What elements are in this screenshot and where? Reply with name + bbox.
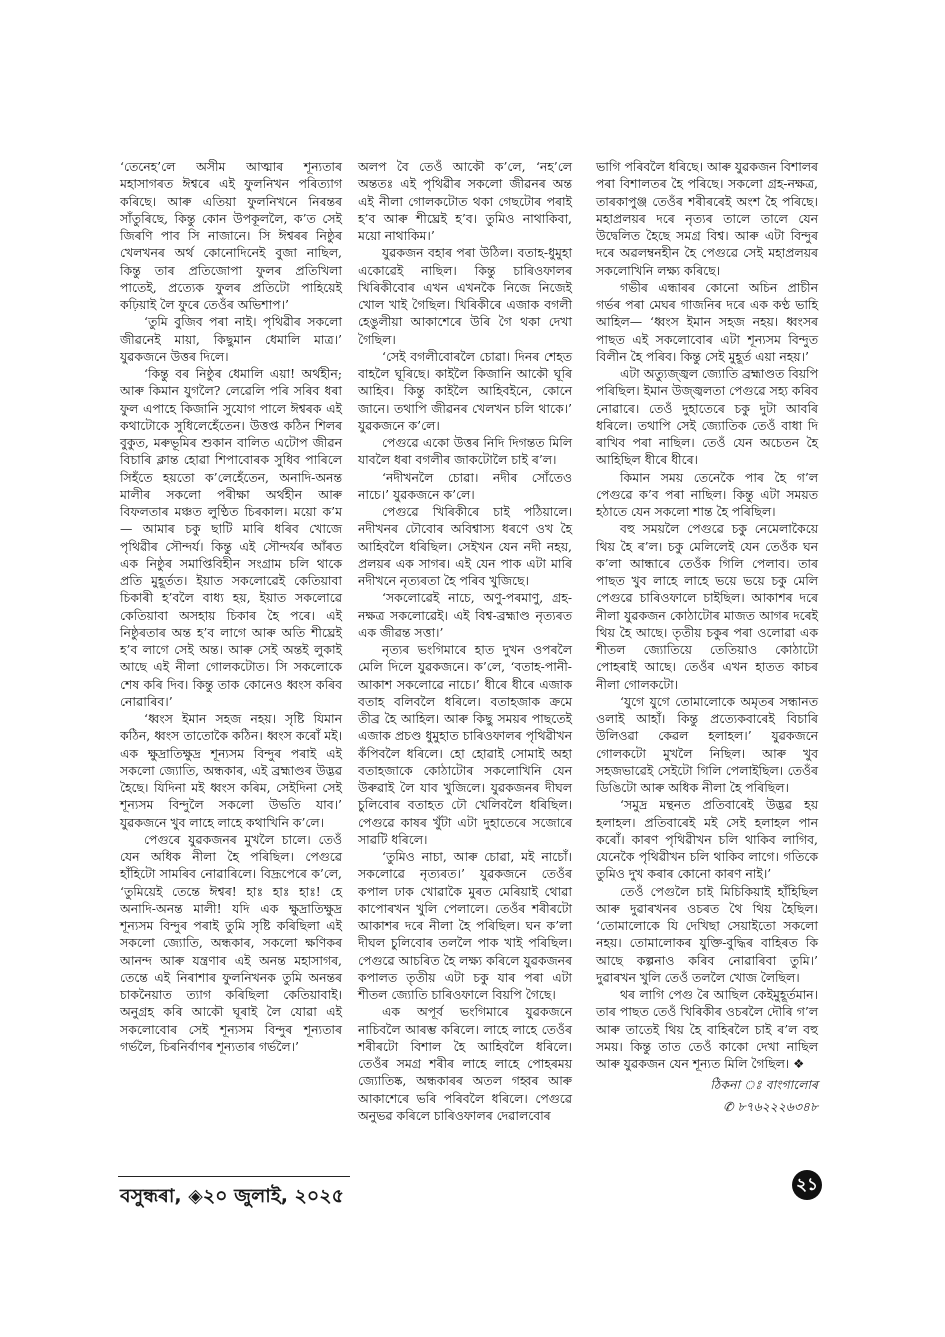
paragraph: পেগুৱে একো উত্তৰ নিদি দিগন্তত মিলি যাবলৈ ধৰা বগলীৰ জাকটোলৈ চাই ৰ’ল। xyxy=(358,435,572,468)
paragraph: এটা অত্যুজ্জ্বল জ্যোতি ব্ৰহ্মাণ্ডত বিয়পি পৰিছিল। ইমান উজ্জ্বলতা পেগুৱে সহ্য কৰিব নোৱাৰে। তেওঁ দুহাতেৰে চকু দুটা আবৰি ধৰিলে। তথাপি সেই জ্যোতিক তেওঁ বাধা দি ৰাখিব পৰা নাছিল। তেওঁ যেন অচেতন হৈ আহিছিল ধীৰে ধীৰে। xyxy=(596,366,818,468)
paragraph: ‘সকলোৱেই নাচে, অণু-পৰমাণু, গ্ৰহ-নক্ষত্ৰ সকলোৱেই। এই বিশ্ব-ব্ৰহ্মাণ্ড নৃত্যৰত এক জীৱন্ত সত্তা।’ xyxy=(358,590,572,640)
footer-divider xyxy=(118,1176,350,1177)
paragraph: ‘তেনেহ’লে অসীম আত্মাৰ শূন্যতাৰ মহাসাগৰত ঈশ্বৰে এই ফুলনিখন পৰিত্যাগ কৰিছে। আৰু এতিয়া ফুলনিখনে নিৰন্তৰ সাঁতুৰিছে, কিন্তু কোন উপকূললৈ, ক’ত সেই জিৰণি পাব সি নাজানে। সি ঈশ্বৰৰ নিষ্ঠুৰ খেলখনৰ অৰ্থ কোনোদিনেই বুজা নাছিল, কিন্তু তাৰ প্ৰতিজোপা ফুলৰ প্ৰতিখিলা পাতেই, প্ৰত্যেক ফুলৰ প্ৰতিটো পাহিয়েই কঢ়িয়াই লৈ ফুৰে তেওঁৰ অভিশাপ।’ xyxy=(120,159,342,312)
paragraph: অলপ বৈ তেওঁ আকৌ ক’লে, ‘নহ’লে অন্ততঃ এই পৃথিৱীৰ সকলো জীৱনৰ অন্ত এই নীলা গোলকটোত থকা গেছটোৰ পৰাই হ’ব আৰু শীঘ্ৰেই হ’ব। তুমিও নাথাকিবা, ময়ো নাথাকিম।’ xyxy=(358,159,572,243)
paragraph: ‘সেই বগলীবোৰলৈ চোৱা। দিনৰ শেহত বাহলৈ ঘূৰিছে। কাইলৈ কিজানি আকৌ ঘূৰি আহিব। কিন্তু কাইলৈ আহিবইনে, কোনে জানে। তথাপি জীৱনৰ খেলখন চলি থাকে।’ যুৱকজনে ক’লে। xyxy=(358,348,572,433)
paragraph: পেগুৰে যুৱকজনৰ মুখলৈ চালে। তেওঁ যেন অধিক নীলা হৈ পৰিছিল। পেগুৱে হাঁহিটো সামৰিব নোৱাৰিলে। বিদ্ৰূপেৰে ক’লে, ‘তুমিয়েই তেন্তে ঈশ্বৰ! হাঃ হাঃ হাঃ! হে অনাদি-অনন্ত মালী! যদি এক ক্ষুদ্ৰাতিক্ষুদ্ৰ শূন্যসম বিন্দুৰ পৰাই তুমি সৃষ্টি কৰিছিলা এই সকলো জ্যোতি, অন্ধকাৰ, সকলো ক্ষণিকৰ আনন্দ আৰু যন্ত্ৰণাৰ এই অনন্ত মহাসাগৰ, তেন্তে এই নিৰাশাৰ ফুলনিখনক তুমি অনন্তৰ চাকনৈয়াত ত্যাগ কৰিছিলা কেতিয়াবাই। অনুগ্ৰহ কৰি আকৌ ঘূৰাই লৈ যোৱা এই সকলোবোৰ সেই শূন্যসম বিন্দুৰ শূন্যতাৰ গৰ্ভলৈ, চিৰনিৰ্বাণৰ শূন্যতাৰ গৰ্ভলৈ।’ xyxy=(120,831,342,1054)
paragraph: ‘সমুদ্ৰ মন্থনত প্ৰতিবাৰেই উদ্ভৱ হয় হলাহল। প্ৰতিবাৰেই মই সেই হলাহল পান কৰোঁ। কাৰণ পৃথিৱীখন চলি থাকিব লাগিব, যেনেকৈ পৃথিৱীখন চলি থাকিব লাগে। গতিকে তুমিও দুখ কৰাৰ কোনো কাৰণ নাই।’ xyxy=(596,797,818,882)
paragraph: ‘তুমি বুজিব পৰা নাই। পৃথিৱীৰ সকলো জীৱনেই মায়া, কিছুমান ধেমালি মাত্ৰ।’ যুৱকজনে উত্তৰ দিলে। xyxy=(120,314,342,364)
author-address: ঠিকনা ঃ বাংগালোৰ xyxy=(710,1077,818,1093)
paragraph: ভাগি পৰিবলৈ ধৰিছে। আৰু যুৱকজন বিশালৰ পৰা বিশালতৰ হৈ পৰিছে। সকলো গ্ৰহ-নক্ষত্ৰ, তাৰকাপুঞ্জ তেওঁৰ শৰীৰৰেই অংশ হৈ পৰিছে। মহাপ্ৰলয়ৰ দৰে নৃত্যৰ তালে তালে যেন উদ্বেলিত হৈছে সমগ্ৰ বিশ্ব। আৰু এটা বিন্দুৰ দৰে অৱলম্বনহীন হৈ পেগুৱে সেই মহাপ্ৰলয়ৰ সকলোখিনি লক্ষ্য কৰিছে। xyxy=(596,159,818,278)
page-number-badge: ২১ xyxy=(792,1170,822,1200)
paragraph: থৰ লাগি পেগু ৰৈ আছিল কেইমুহূৰ্তমান। তাৰ পাছত তেওঁ খিৰিকীৰ ওচৰলৈ দৌৰি গ’ল আৰু তাতেই থিয় হৈ বাহিৰলৈ চাই ৰ’ল বহু সময়। কিন্তু তাত তেওঁ কাকো দেখা নাছিল আৰু যুৱকজন যেন শূন্যত মিলি গৈছিল। ❖ xyxy=(596,987,818,1071)
paragraph: ‘কিন্তু বৰ নিষ্ঠুৰ ধেমালি এয়া! অৰ্থহীন; আৰু কিমান যুগলৈ? লেৱেলি পৰি সৰিব ধৰা ফুল এপাহে কিজানি সুযোগ পালে ঈশ্বৰক এই কথাটোকে সুধিলেহেঁতেন। উত্তপ্ত কঠিন শিলৰ বুকুত, মৰুভূমিৰ শুকান বালিত এটোপ জীৱন বিচাৰি ক্লান্ত হোৱা শিপাবোৰক সুধিব পাৰিলে সিহঁতে হয়তো ক’লেহেঁতেন, অনাদি-অনন্ত মালীৰ সকলো পৰীক্ষা অৰ্থহীন আৰু বিফলতাৰ মঞ্চত লুণ্ঠিত চিৰকাল। ময়ো ক’ম— আমাৰ চকু ছাটি মাৰি ধৰিব খোজে পৃথিৱীৰ সৌন্দৰ্য। কিন্তু এই সৌন্দৰ্যৰ আঁৰত এক নিষ্ঠুৰ সমাপ্তিবিহীন সংগ্ৰাম চলি থাকে প্ৰতি মুহূৰ্তত। ইয়াত সকলোৱেই কেতিয়াবা চিকাৰী হ’বলৈ বাধ্য হয়, ইয়াত সকলোৱে কেতিয়াবা অসহায় চিকাৰ হৈ পৰে। এই নিষ্ঠুৰতাৰ অন্ত হ’ব লাগে আৰু অতি শীঘ্ৰেই হ’ব লাগে সেই অন্ত। আৰু সেই অন্তই লুকাই আছে এই নীলা গোলকটোত। সি সকলোকে শেষ কৰি দিব। কিন্তু তাক কোনেও ধ্বংস কৰিব নোৱাৰিব।’ xyxy=(120,366,342,709)
paragraph: পেগুৱে খিৰিকীৰে চাই পঠিয়ালে। নদীখনৰ ঢৌবোৰ অবিশ্বাস্য ধৰণে ওখ হৈ আহিবলৈ ধৰিছিল। সেইখন যেন নদী নহয়, প্ৰলয়ৰ এক সাগৰ। এই যেন পাক এটা মাৰি নদীখনে নৃত্যৰতা হৈ পৰিব খুজিছে। xyxy=(358,504,572,588)
paragraph: যুৱকজন বহাৰ পৰা উঠিল। বতাহ-ধুমুহা একোৱেই নাছিল। কিন্তু চাৰিওফালৰ খিৰিকীবোৰ এখন এখনকৈ নিজে নিজেই খোল খাই গৈছিল। খিৰিকীৰে এজাক বগলী হেঙুলীয়া আকাশেৰে উৰি গৈ থকা দেখা গৈছিল। xyxy=(358,245,572,347)
author-phone: ✆ ৮৭৬২২২৬৩৪৮ xyxy=(723,1098,818,1114)
paragraph: নৃত্যৰ ভংগিমাৰে হাত দুখন ওপৰলৈ মেলি দিলে যুৱকজনে। ক’লে, ‘বতাহ-পানী-আকাশ সকলোৱে নাচে।’ ধীৰে ধীৰে এজাক বতাহ বলিবলৈ ধৰিলে। বতাহজাক ক্ৰমে তীব্ৰ হৈ আহিল। আৰু কিছু সময়ৰ পাছতেই এজাক প্ৰচণ্ড ধুমুহাত চাৰিওফালৰ পৃথিৱীখন কঁপিবলৈ ধৰিলে। হো হোৱাই সোমাই অহা বতাহজাকে কোঠাটোৰ সকলোখিনি যেন উৰুৱাই লৈ যাব খুজিলে। যুৱকজনৰ দীঘল চুলিবোৰ বতাহত ঢৌ খেলিবলৈ ধৰিছিল। পেগুৱে কাষৰ খুঁটা এটা দুহাতেৰে সজোৰে সাৱটি ধৰিলে। xyxy=(358,642,572,847)
article-column-3 xyxy=(596,158,818,1115)
article-column-2 xyxy=(358,158,572,1124)
paragraph: বহু সময়লৈ পেগুৱে চকু নেমেলাকৈয়ে থিয় হৈ ৰ’ল। চকু মেলিলেই যেন তেওঁক ঘন ক’লা আন্ধাৰে তেওঁক গিলি পেলাব। তাৰ পাছত খুব লাহে লাহে ভয়ে ভয়ে চকু মেলি পেগুৱে চাৰিওফালে চাইছিল। আকাশৰ দৰে নীলা যুৱকজন কোঠাটোৰ মাজত আগৰ দৰেই থিয় হৈ আছে। তৃতীয় চকুৰ পৰা ওলোৱা এক শীতল জ্যোতিয়ে তেতিয়াও কোঠাটো পোহৰাই আছে। তেওঁৰ এখন হাতত কাচৰ নীলা গোলকটো। xyxy=(596,521,818,692)
paragraph: এক অপূৰ্ব ভংগিমাৰে যুৱকজনে নাচিবলৈ আৰম্ভ কৰিলে। লাহে লাহে তেওঁৰ শৰীৰটো বিশাল হৈ আহিবলৈ ধৰিলে। তেওঁৰ সমগ্ৰ শৰীৰ লাহে লাহে পোহৰময় জ্যোতিষ্ক, অন্ধকাৰৰ অতল গহ্বৰ আৰু আকাশেৰে ভৰি পৰিবলৈ ধৰিলে। পেগুৱে অনুভৱ কৰিলে চাৰিওফালৰ দেৱালবোৰ xyxy=(358,1004,572,1123)
paragraph: ‘নদীখনলৈ চোৱা। নদীৰ সোঁতেও নাচে।’ যুৱকজনে ক’লে। xyxy=(358,469,572,502)
paragraph: ‘ধ্বংস ইমান সহজ নহয়। সৃষ্টি যিমান কঠিন, ধ্বংস তাতোকৈ কঠিন। ধ্বংস কৰোঁ মই। এক ক্ষুদ্ৰাতিক্ষুদ্ৰ শূন্যসম বিন্দুৰ পৰাই এই সকলো জ্যোতি, অন্ধকাৰ, এই ব্ৰহ্মাণ্ডৰ উদ্ভৱ হৈছে। যিদিনা মই ধ্বংস কৰিম, সেইদিনা সেই শূন্যসম বিন্দুলৈ সকলো উভতি যাব।’ যুৱকজনে খুব লাহে লাহে কথাখিনি ক’লে। xyxy=(120,711,342,830)
paragraph: তেওঁ পেগুলৈ চাই মিচিকিয়াই হাঁহিছিল আৰু দুৱাৰখনৰ ওচৰত থৈ থিয় হৈছিল। ‘তোমালোকে যি দেখিছা সেয়াইতো সকলো নহয়। তোমালোকৰ যুক্তি-বুদ্ধিৰ বাহিৰত কি আছে কল্পনাও কৰিব নোৱাৰিবা তুমি।’ দুৱাৰখন খুলি তেওঁ তললৈ খোজ লৈছিল। xyxy=(596,883,818,985)
paragraph: গভীৰ এন্ধাৰৰ কোনো অচিন প্ৰাচীন গৰ্ভৰ পৰা মেঘৰ গাজনিৰ দৰে এক কণ্ঠ ভাহি আহিল— ‘ধ্বংস ইমান সহজ নহয়। ধ্বংসৰ পাছত এই সকলোবোৰ এটা শূন্যসম বিন্দুত বিলীন হৈ পৰিব। কিন্তু সেই মুহূৰ্ত এয়া নহয়।’ xyxy=(596,279,818,364)
paragraph: কিমান সময় তেনেকৈ পাৰ হৈ গ’ল পেগুৱে ক’ব পৰা নাছিল। কিন্তু এটা সময়ত হঠাতে যেন সকলো শান্ত হৈ পৰিছিল। xyxy=(596,469,818,519)
paragraph: ‘যুগে যুগে তোমালোকে অমৃতৰ সন্ধানত ওলাই আহাঁ। কিন্তু প্ৰত্যেকবাৰেই বিচাৰি উলিওৱা কেৱল হলাহল।’ যুৱকজনে গোলকটো মুখলৈ নিছিল। আৰু খুব সহজভাৱেই সেইটো গিলি পেলাইছিল। তেওঁৰ ডিঙিটো আৰু অধিক নীলা হৈ পৰিছিল। xyxy=(596,693,818,795)
article-column-1 xyxy=(120,158,342,1055)
footer-magazine-date: বসুন্ধৰা, ◈২০ জুলাই, ২০২৫ xyxy=(120,1185,344,1207)
paragraph: ‘তুমিও নাচা, আৰু চোৱা, মই নাচোঁ। সকলোৱে নৃত্যৰত।’ যুৱকজনে তেওঁৰ কপাল ঢাক খোৱাকৈ মুৰত মেৰিয়াই থোৱা কাপোৰখন খুলি পেলালে। তেওঁৰ শৰীৰটো আকাশৰ দৰে নীলা হৈ পৰিছিল। ঘন ক’লা দীঘল চুলিবোৰ তললৈ পাক খাই পৰিছিল। পেগুৱে আচৰিত হৈ লক্ষ্য কৰিলে যুৱকজনৰ কপালত তৃতীয় এটা চকু যাৰ পৰা এটা শীতল জ্যোতি চাৰিওফালে বিয়পি গৈছে। xyxy=(358,849,572,1002)
